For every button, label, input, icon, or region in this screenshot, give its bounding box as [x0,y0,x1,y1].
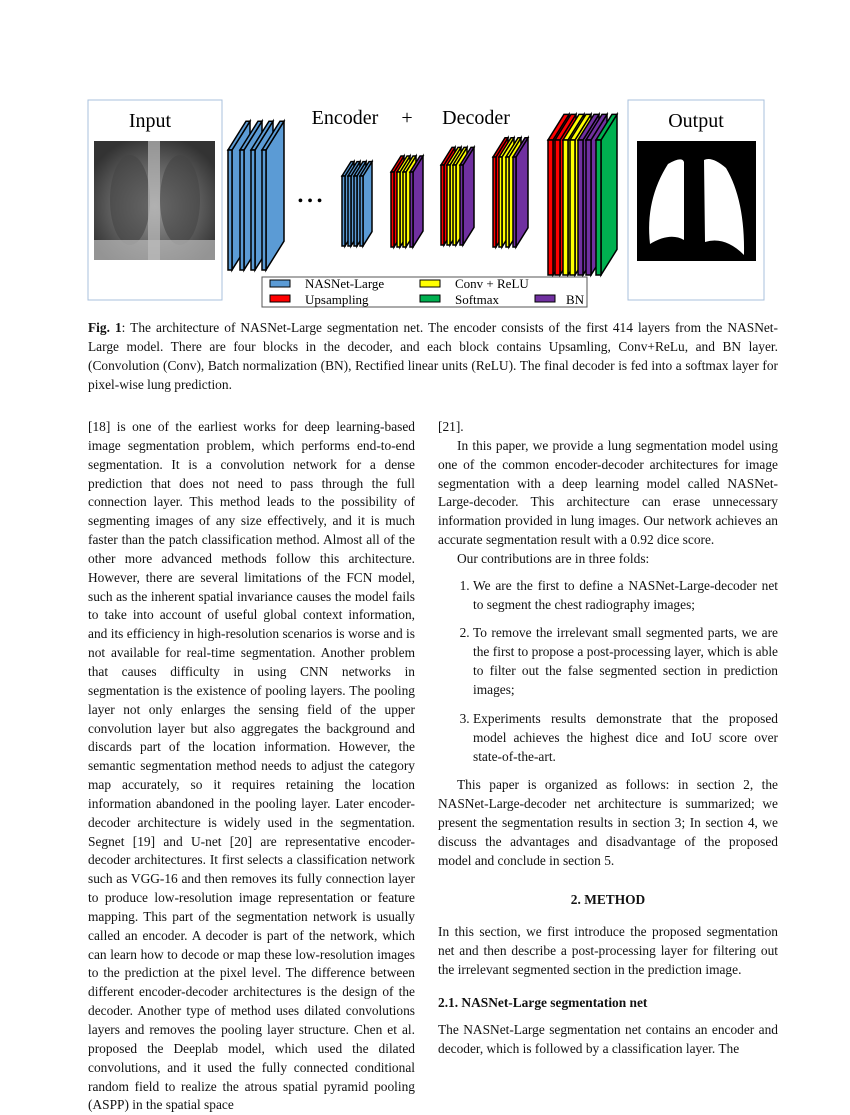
caption-text: : The architecture of NASNet-Large segmentation net. The encoder consists of the first 414 layers from the NASNet-Large model. There are four blocks in the decoder, and each block contains Upsamling, Conv+ReLu, and BN layer. (Convolution (Conv), Batch normalization (BN), Rectified linear units (ReLU). The final decoder is fed into a softmax layer for pixel-wise lung prediction. [88,320,778,392]
list-item: 3. Experiments results demonstrate that the proposed model achieves the highest dice and IoU score over state-of-the-art. [473,710,778,767]
paragraph: The NASNet-Large segmentation net contains an encoder and decoder, which is followed by a classification layer. The [438,1021,778,1056]
figure-caption [88,318,778,394]
legend-swatch [270,295,290,302]
input-label: Input [128,110,172,132]
legend-label: Upsampling [305,292,369,307]
legend-swatch [420,280,440,287]
chest-xray-image [94,141,215,260]
output-label: Output [668,110,724,132]
caption-label: Fig. 1 [88,320,122,335]
architecture-figure [0,0,850,320]
layer-slab [262,121,284,270]
subsection-heading: 2.1. NASNet-Large segmentation net [438,994,648,1010]
legend-swatch [535,295,555,302]
section-heading: 2. METHOD [570,891,646,907]
legend-label: Conv + ReLU [455,276,529,291]
right-column [438,418,778,1058]
legend-label: NASNet-Large [305,276,385,291]
encoder-label: Encoder [311,107,379,129]
legend-swatch [420,295,440,302]
paragraph: In this section, we first introduce the proposed segmentation net and then describe a post-processing layer for filtering out the irrelevant segmented section in the prediction image. [438,924,778,978]
paragraph: Our contributions are in three folds: [457,550,650,566]
decoder-label: Decoder [442,107,510,129]
legend-swatch [270,280,290,287]
paragraph: [21]. [438,419,464,434]
list-item: 1. We are the first to define a NASNet-Large-decoder net to segment the chest radiography images; [473,577,778,615]
layer-stacks [228,114,617,275]
layer-slab [410,156,423,247]
left-column [88,418,415,1115]
ellipsis: • • • [297,193,323,210]
legend-label: BN [566,292,585,307]
legend-label: Softmax [455,292,500,307]
layer-slab [460,147,474,245]
lung-mask-image [637,141,756,261]
paragraph: In this paper, we provide a lung segmentation model using one of the common encoder-decoder architectures for image segmentation with a deep learning model called NASNet-Large-decoder. This architecture can erase unnecessary information provided in lung images. Our network achieves an accurate segmentation result with a 0.92 dice score. [438,437,778,548]
list-item: 2. To remove the irrelevant small segmented parts, we are the first to propose a post-processing layer, which is able to filter out the false segmented section in prediction images; [473,624,778,699]
contributions-list [438,577,778,767]
layer-slab [596,114,617,275]
paragraph: [18] is one of the earliest works for deep learning-based image segmentation problem, which performs end-to-end segmentation. It is a convolution network for a dense prediction that does not need to pass through the full connection layer. This method leads to the possibility of segmenting images of any size effectively, and it is much faster than the patch classification method. Almost all of the other more advanced methods follow this architecture. However, there are several limitations of the FCN model, such as the inherent spatial invariance causes the model fails to take into account of useful global context information, and its efficiency in high-resolution scenarios is worse and is not available for real-time segmentation. Another problem that causes difficulty in using CNN networks in segmentation is the existence of pooling layers. The pooling layer not only enlarges the sensing field of the upper convolution layer but also aggregates the background and discards part of the location information. However, the semantic segmentation method needs to adjust the category map accurately, so it requires retaining the location information abandoned in the pooling layer. Later encoder-decoder architecture is widely used in the segmentation. Segnet [19] and U-net [20] are representative encoder-decoder architectures. It first selects a classification network such as VGG-16 and then removes its fully connection layer to produce low-resolution image representation or feature mapping. This part of the segmentation network is usually called an encoder. A decoder is part of the network, which can learn how to decode or map these low-resolution images to the prediction at the pixel level. The difference between different encoder-decoder architectures is the design of the decoder. Another type of method uses dilated convolutions layers and removes the pooling layer structure. Chen et al. proposed the Deeplab model, which used the dilated convolutions, and it used the fully connected conditional random field to realize the atrous spatial pyramid pooling (ASPP) in the spatial space [88,419,415,1113]
plus-label: + [401,107,413,129]
paragraph: This paper is organized as follows: in section 2, the NASNet-Large-decoder net architecture is summarized; we present the segmentation results in section 3; In section 4, we discuss the advantages and disadvantage of the proposed model and conclude in section 5. [438,777,778,868]
layer-slab [360,162,372,246]
layer-slab [513,138,528,247]
